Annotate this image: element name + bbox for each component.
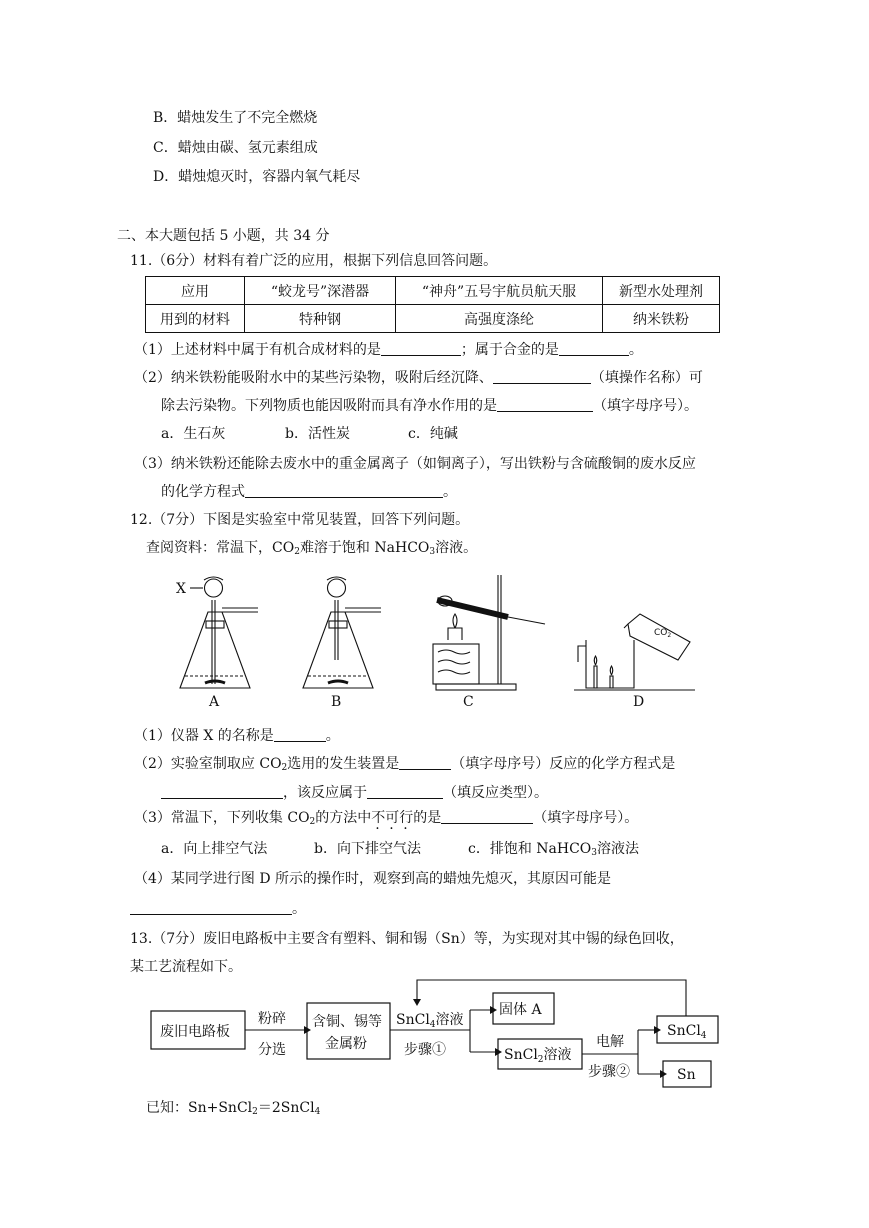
q11-part3-line1: （3）纳米铁粉还能除去废水中的重金属离子（如铜离子），写出铁粉与含硫酸铜的废水反应 bbox=[134, 456, 696, 472]
q12-stem: 12.（7分）下图是实验室中常见装置，回答下列问题。 bbox=[130, 512, 470, 528]
q12-option-c: c．排饱和 NaHCO$_3$溶液法 bbox=[468, 841, 640, 858]
q13-stem-1: 13.（7分）废旧电路板中主要含有塑料、铜和锡（Sn）等，为实现对其中锡的绿色回收， bbox=[130, 931, 684, 947]
answer-blank[interactable] bbox=[130, 900, 292, 915]
answer-blank[interactable] bbox=[161, 784, 283, 799]
flow-step-sort: 分选 bbox=[258, 1042, 286, 1058]
q12-option-a: a．向上排空气法 bbox=[161, 841, 268, 857]
q11-part2-line2: 除去污染物。下列物质也能因吸附而具有净水作用的是 （填字母序号）。 bbox=[161, 398, 698, 414]
q12-part2-line1: （2）实验室制取应 $CO_2$选用的发生装置是 （填字母序号）反应的化学方程式是 bbox=[134, 756, 676, 773]
table-cell: 新型水处理剂 bbox=[603, 277, 720, 305]
table-cell: 用到的材料 bbox=[146, 305, 245, 333]
table-cell: 高强度涤纶 bbox=[396, 305, 603, 333]
label-c: C bbox=[463, 694, 474, 710]
flow-text-sn: Sn bbox=[677, 1067, 696, 1083]
q11-part2-line1: （2）纳米铁粉能吸附水中的某些污染物，吸附后经沉降、 （填操作名称）可 bbox=[134, 370, 703, 386]
answer-blank[interactable] bbox=[441, 809, 533, 824]
flow-text-circuit-board: 废旧电路板 bbox=[160, 1024, 230, 1040]
q13-known: 已知：Sn+SnCl$_2$＝2SnCl$_4$ bbox=[146, 1100, 321, 1117]
flow-text-metal-2: 金属粉 bbox=[325, 1036, 367, 1052]
answer-blank[interactable] bbox=[367, 784, 443, 799]
flow-step-2: 步骤② bbox=[588, 1064, 630, 1080]
label-a: A bbox=[209, 694, 220, 710]
co2-label: $CO_2$ bbox=[654, 628, 672, 639]
flow-step-1: 步骤① bbox=[404, 1042, 446, 1058]
flow-step-crush: 粉碎 bbox=[258, 1011, 286, 1027]
table-cell: 应用 bbox=[146, 277, 245, 305]
apparatus-b bbox=[303, 577, 381, 688]
label-b: B bbox=[331, 694, 342, 710]
q12-part1: （1）仪器 X 的名称是 。 bbox=[134, 728, 340, 744]
option-c: C．蜡烛由碳、氢元素组成 bbox=[153, 140, 318, 156]
answer-blank[interactable] bbox=[399, 755, 451, 770]
section-title: 二、本大题包括 5 小题，共 34 分 bbox=[117, 228, 330, 244]
label-d: D bbox=[633, 694, 645, 710]
apparatus-c bbox=[433, 575, 545, 690]
flow-text-metal-1: 含铜、锡等 bbox=[312, 1014, 382, 1030]
flow-text-sncl4: SnCl$_4$ bbox=[667, 1023, 707, 1041]
q11-part3-line2: 的化学方程式 。 bbox=[161, 484, 457, 500]
apparatus-a bbox=[180, 577, 258, 688]
flow-step-electrolysis: 电解 bbox=[596, 1034, 624, 1050]
q12-part4-line2: 。 bbox=[130, 899, 306, 919]
q12-info: 查阅资料：常温下，$CO_2$难溶于饱和 NaHCO$_3$溶液。 bbox=[146, 540, 478, 557]
label-x: X bbox=[176, 581, 186, 597]
option-d: D．蜡烛熄灭时，容器内氧气耗尽 bbox=[153, 169, 361, 185]
q11-stem: 11.（6分）材料有着广泛的应用，根据下列信息回答问题。 bbox=[130, 253, 498, 269]
q13-stem-2: 某工艺流程如下。 bbox=[130, 959, 242, 975]
table-cell: “蛟龙号”深潜器 bbox=[245, 277, 396, 305]
q12-part2-line2: ，该反应属于 （填反应类型）。 bbox=[161, 783, 548, 803]
answer-blank[interactable] bbox=[274, 727, 326, 742]
q11-option-c: c．纯碱 bbox=[408, 426, 458, 442]
table-cell: 特种钢 bbox=[245, 305, 396, 333]
q12-option-b: b．向下排空气法 bbox=[314, 841, 421, 857]
q11-option-b: b．活性炭 bbox=[285, 426, 350, 442]
flow-text-solid-a: 固体 A bbox=[499, 1002, 542, 1018]
q12-part4-line1: （4）某同学进行图 D 所示的操作时，观察到高的蜡烛先熄灭，其原因可能是 bbox=[134, 871, 612, 887]
table-cell: “神舟”五号宇航员航天服 bbox=[396, 277, 603, 305]
q11-part1: （1）上述材料中属于有机合成材料的是 ；属于合金的是 。 bbox=[134, 342, 643, 358]
table-cell: 纳米铁粉 bbox=[603, 305, 720, 333]
flow-text-sncl2: SnCl$_2$溶液 bbox=[504, 1047, 572, 1065]
process-flowchart bbox=[151, 980, 718, 1087]
q12-part3: （3）常温下，下列收集 $CO_2$的方法中不可行的是 （填字母序号）。 bbox=[134, 810, 639, 827]
flow-reagent: SnCl$_4$溶液 bbox=[396, 1012, 464, 1030]
apparatus-d bbox=[574, 614, 695, 690]
option-b: B．蜡烛发生了不完全燃烧 bbox=[153, 110, 318, 126]
q11-option-a: a．生石灰 bbox=[161, 426, 226, 442]
